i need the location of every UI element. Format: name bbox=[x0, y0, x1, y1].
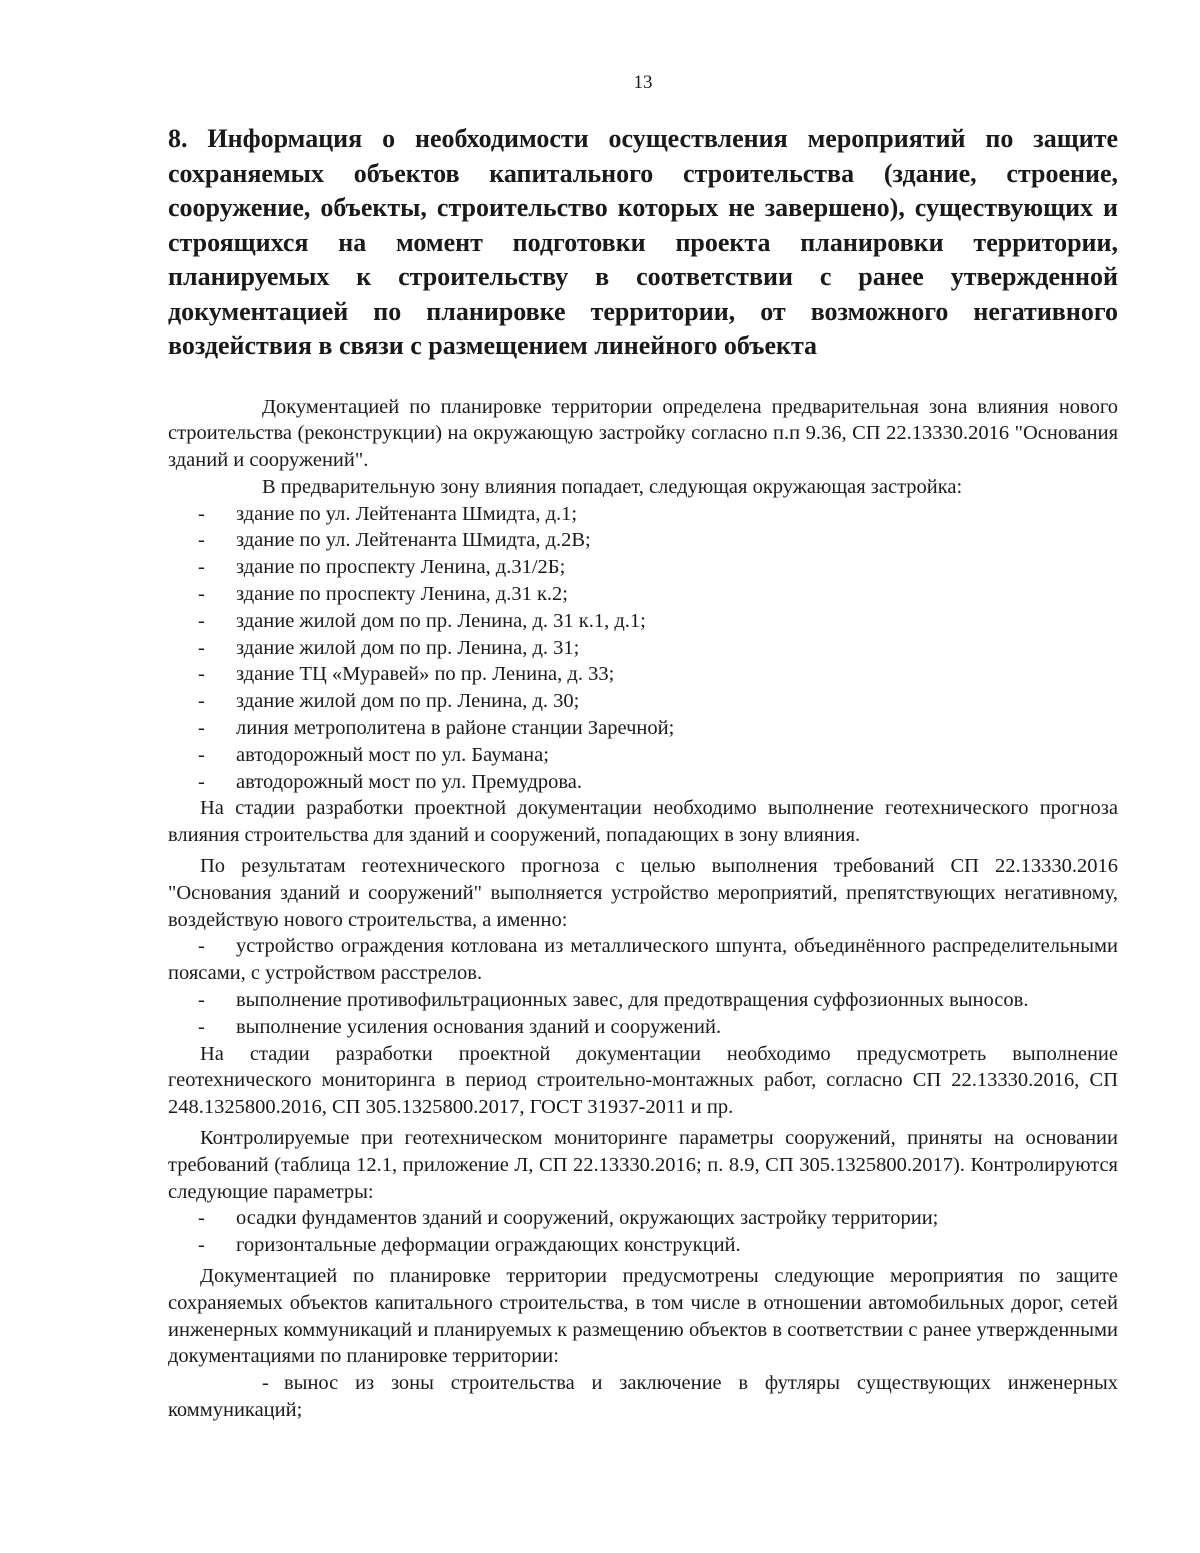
list-item: - выполнение противофильтрационных завес, для предотвращения суффозионных выносов. bbox=[198, 989, 1029, 1012]
list-item: - здание жилой дом по пр. Ленина, д. 31; bbox=[198, 636, 580, 659]
list-item: - здание жилой дом по пр. Ленина, д. 31 к.1, д.1; bbox=[198, 609, 646, 632]
results-paragraph: По результатам геотехнического прогноза с целью выполнения требований СП 22.13330.2016 "Основания зданий и сооружений" выполняется устройство мероприятий, препятствующих негативному, воздействую нового строительства, а именно: bbox=[168, 855, 1118, 931]
document-body bbox=[168, 394, 1118, 1424]
protection-list bbox=[168, 1370, 1118, 1424]
parameters-paragraph: Контролируемые при геотехническом мониторинге параметры сооружений, приняты на основании требований (таблица 12.1, приложение Л, СП 22.13330.2016; п. 8.9, СП 305.1325800.2017). Контролируются следующие параметры: bbox=[168, 1127, 1118, 1203]
intro-paragraph: Документацией по планировке территории определена предварительная зона влияния нового строительства (реконструкции) на окружающую застройку согласно п.п 9.36, СП 22.13330.2016 "Основания зданий и сооружений". bbox=[168, 395, 1118, 472]
list-item: - линия метрополитена в районе станции Заречной; bbox=[198, 717, 675, 740]
monitoring-paragraph: На стадии разработки проектной документации необходимо предусмотреть выполнение геотехнического мониторинга в период строительно-монтажных работ, согласно СП 22.13330.2016, СП 248.1325800.2016, СП 305.1325800.2017, ГОСТ 31937-2011 и пр. bbox=[168, 1042, 1118, 1119]
list-item: - устройство ограждения котлована из металлического шпунта, объединённого распределительными поясами, с устройством расстрелов. bbox=[168, 935, 1118, 985]
section-heading: 8. Информация о необходимости осуществления мероприятий по защите сохраняемых объектов капитального строительства (здание, строение, сооружение, объекты, строительство которых не завершено), существующих и строящихся на момент подготовки проекта планировки территории, планируемых к строительству в соответствии с ранее утвержденной документацией по планировке территории, от возможного негативного воздействия в связи с размещением линейного объекта bbox=[168, 124, 1118, 360]
parameters-list bbox=[168, 1205, 1118, 1259]
list-item: - горизонтальные деформации ограждающих конструкций. bbox=[198, 1234, 741, 1257]
list-item: - здание по проспекту Ленина, д.31/2Б; bbox=[198, 556, 566, 579]
protection-paragraph: Документацией по планировке территории предусмотрены следующие мероприятия по защите сохраняемых объектов капитального строительства, в том числе в отношении автомобильных дорог, сетей инженерных коммуникаций и планируемых к размещению объектов в соответствии с ранее утвержденными документациями по планировке территории: bbox=[168, 1265, 1118, 1368]
forecast-paragraph: На стадии разработки проектной документации необходимо выполнение геотехнического прогноза влияния строительства для зданий и сооружений, попадающих в зону влияния. bbox=[168, 797, 1118, 847]
list-item: - автодорожный мост по ул. Премудрова. bbox=[198, 770, 583, 793]
list-item: - вынос из зоны строительства и заключение в футляры существующих инженерных коммуникаций; bbox=[168, 1372, 1118, 1421]
list-item: - здание по проспекту Ленина, д.31 к.2; bbox=[198, 583, 569, 606]
list-item: - выполнение усиления основания зданий и сооружений. bbox=[198, 1015, 722, 1038]
list-item: - здание по ул. Лейтенанта Шмидта, д.1; bbox=[198, 502, 578, 525]
list-item: - автодорожный мост по ул. Баумана; bbox=[198, 743, 549, 766]
buildings-list bbox=[168, 501, 1118, 796]
measures-list bbox=[168, 933, 1118, 1040]
list-item: - осадки фундаментов зданий и сооружений, окружающих застройку территории; bbox=[198, 1207, 939, 1230]
list-item: - здание жилой дом по пр. Ленина, д. 30; bbox=[198, 690, 580, 713]
intro-list-lead: В предварительную зону влияния попадает, следующая окружающая застройка: bbox=[262, 475, 963, 498]
list-item: - здание ТЦ «Муравей» по пр. Ленина, д. 33; bbox=[198, 663, 615, 686]
page-number: 13 bbox=[633, 72, 653, 93]
list-item: - здание по ул. Лейтенанта Шмидта, д.2В; bbox=[198, 529, 591, 552]
